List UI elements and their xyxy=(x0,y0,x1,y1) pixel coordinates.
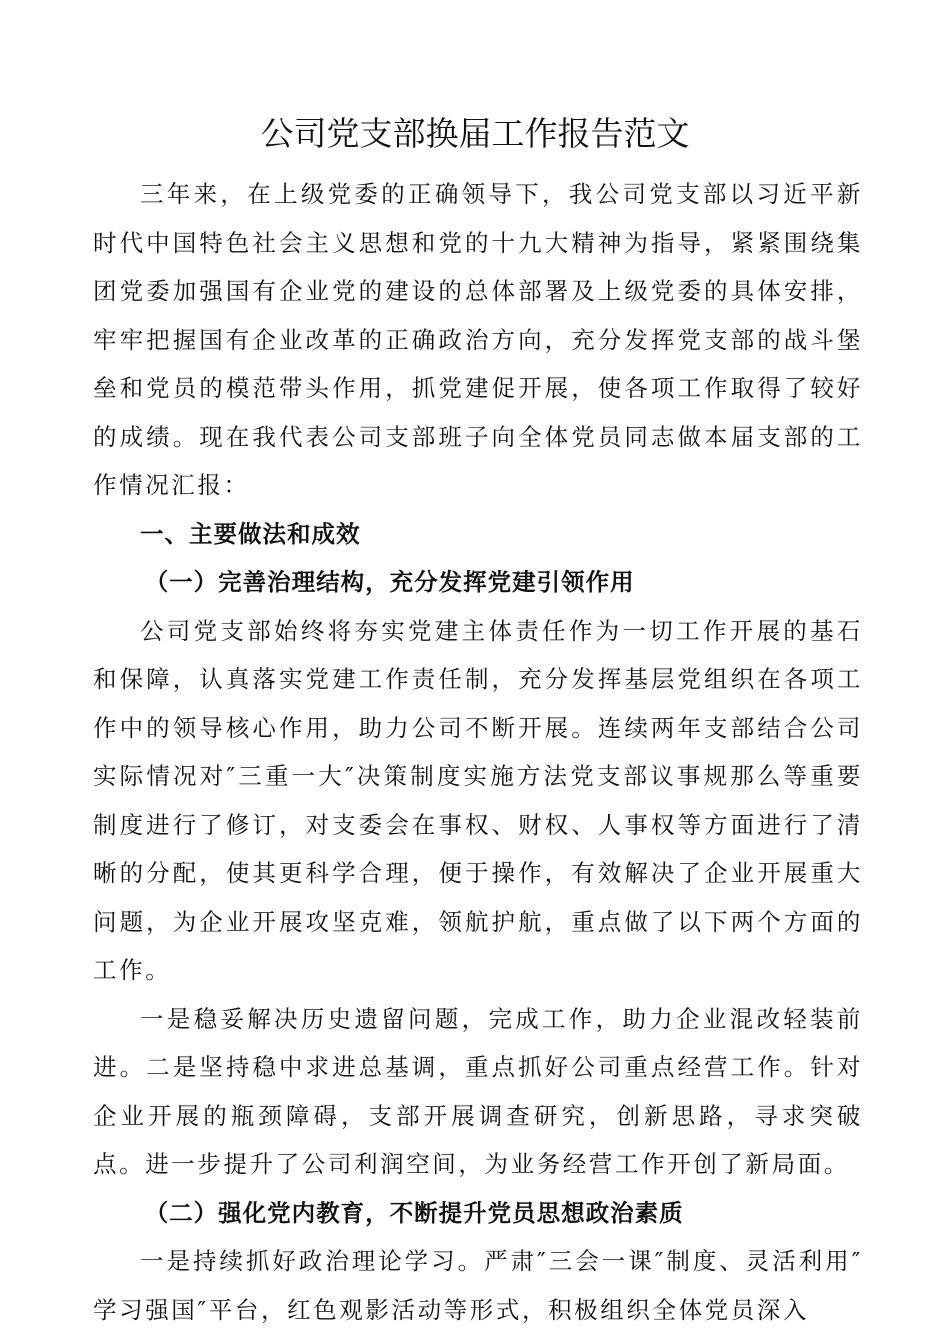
paragraph-governance: 公司党支部始终将夯实党建主体责任作为一切工作开展的基石和保障，认真落实党建工作责任制，充分发挥基层党组织在各项工作中的领导核心作用，助力公司不断开展。连续两年支部结合公司实际情况对″三重一大″决策制度实施方法党支部议事规那么等重要制度进行了修订，对支委会在事权、财权、人事权等方面进行了清晰的分配，使其更科学合理，便于操作，有效解决了企业开展重大问题，为企业开展攻坚克难，领航护航，重点做了以下两个方面的工作。 xyxy=(93,616,863,984)
subsection-heading-1: （一）完善治理结构，充分发挥党建引领作用 xyxy=(144,568,635,596)
subsection-heading-2: （二）强化党内教育，不断提升党员思想政治素质 xyxy=(144,1198,684,1227)
section-heading-1: 一、主要做法和成效 xyxy=(140,519,361,548)
document-body xyxy=(93,170,863,1334)
paragraph-key-work: 一是稳妥解决历史遗留问题，完成工作，助力企业混改轻装前进。二是坚持稳中求进总基调，重点抓好公司重点经营工作。针对企业开展的瓶颈障碍，支部开展调查研究，创新思路，寻求突破点。进一步提升了公司利润空间，为业务经营工作开创了新局面。 xyxy=(93,1004,863,1178)
paragraph-education: 一是持续抓好政治理论学习。严肃″三会一课″制度、灵活利用″学习强国″平台，红色观影活动等形式，积极组织全体党员深入 xyxy=(93,1247,863,1324)
paragraph-intro: 三年来，在上级党委的正确领导下，我公司党支部以习近平新时代中国特色社会主义思想和党的十九大精神为指导，紧紧围绕集团党委加强国有企业党的建设的总体部署及上级党委的具体安排，牢牢把握国有企业改革的正确政治方向，充分发挥党支部的战斗堡垒和党员的模范带头作用，抓党建促开展，使各项工作取得了较好的成绩。现在我代表公司支部班子向全体党员同志做本届支部的工作情况汇报： xyxy=(93,180,863,499)
document-title: 公司党支部换届工作报告范文 xyxy=(260,114,690,153)
